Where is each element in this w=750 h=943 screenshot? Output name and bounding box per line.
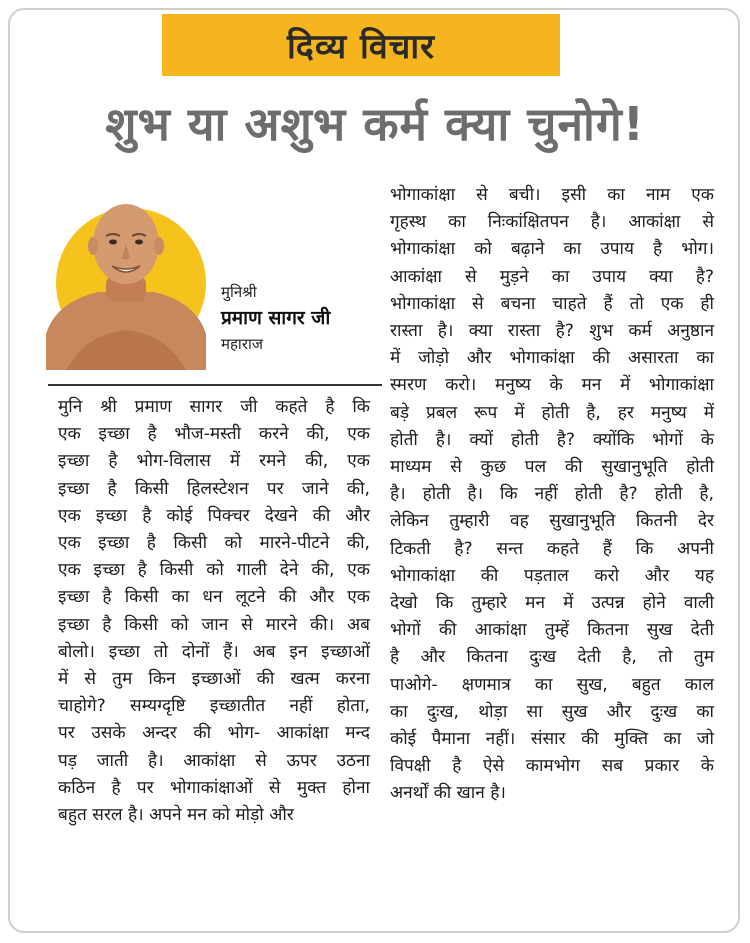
- body-line: भोगाकांक्षा से बचना चाहते हैं तो एक ही: [390, 293, 714, 314]
- body-line: है और कितना दुःख देती है, तो तुम: [390, 647, 714, 668]
- body-line: एक इच्छा है भौज-मस्ती करने की, एक: [58, 424, 370, 445]
- body-line: मुनि श्री प्रमाण सागर जी कहते है कि: [58, 397, 370, 417]
- body-line: टिकती है? सन्त कहते हैं कि अपनी: [390, 538, 714, 559]
- body-line: स्मरण करो। मनुष्य के मन में भोगाकांक्षा: [390, 375, 714, 396]
- body-line: माध्यम से कुछ पल की सुखानुभूति होती: [390, 457, 714, 478]
- column-label: दिव्य विचार: [286, 27, 436, 67]
- body-line: एक इच्छा है किसी को गाली देने की, एक: [58, 560, 370, 581]
- column-label-banner: [162, 14, 560, 76]
- body-line: भोगाकांक्षा से बची। इसी का नाम एक: [390, 185, 714, 205]
- author-suffix: महाराज: [221, 335, 263, 353]
- body-column-right: [390, 182, 714, 808]
- body-line: एक इच्छा है किसी को मारने-पीटने की,: [58, 533, 370, 554]
- author-name: प्रमाण सागर जी: [221, 307, 331, 329]
- body-column-left: [58, 394, 370, 829]
- body-line: है। होती है। कि नहीं होती है? होती है,: [390, 484, 714, 505]
- body-line: भोगाकांक्षा को बढ़ाने का उपाय है भोग।: [390, 239, 714, 260]
- body-line: इच्छा है भोग-विलास में रमने की, एक: [58, 451, 370, 472]
- body-line: अनर्थों की खान है।: [390, 783, 506, 804]
- body-line: लेकिन तुम्हारी वह सुखानुभूति कितनी देर: [390, 511, 714, 532]
- body-line: बहुत सरल है। अपने मन को मोड़ो और: [58, 805, 294, 826]
- body-line: में से तुम किन इच्छाओं की खत्म करना: [58, 669, 370, 690]
- body-line: पड़ जाती है। आकांक्षा से ऊपर उठना: [58, 750, 370, 771]
- body-line: होती है। क्यों होती है? क्योंकि भोगों के: [390, 429, 714, 450]
- body-line: में जोड़ो और भोगाकांक्षा की असारता का: [390, 348, 714, 369]
- body-line: चाहोगे? सम्यग्दृष्टि इच्छातीत नहीं होता,: [58, 696, 370, 717]
- body-line: एक इच्छा है कोई पिक्चर देखने की और: [58, 505, 370, 526]
- body-line: रास्ता है। क्या रास्ता है? शुभ कर्म अनुष्ठान: [390, 321, 714, 342]
- body-line: आकांक्षा से मुड़ने का उपाय क्या है?: [390, 266, 714, 287]
- author-block: [46, 184, 386, 384]
- body-line: इच्छा है किसी को जान से मारने की। अब: [58, 614, 370, 635]
- body-line: कठिन है पर भोगाकांक्षाओं से मुक्त होना: [58, 777, 370, 798]
- body-line: गृहस्थ का निःकांक्षितपन है। आकांक्षा से: [390, 212, 714, 233]
- author-byline: [221, 282, 330, 354]
- body-line: का दुःख, थोड़ा सा सुख और दुःख का: [390, 701, 714, 722]
- body-line: भोगाकांक्षा की पड़ताल करो और यह: [390, 565, 714, 586]
- author-photo: [46, 184, 206, 370]
- body-line: देखो कि तुम्हारे मन में उत्पन्न होने वाली: [390, 593, 714, 614]
- body-line: इच्छा है किसी हिलस्टेशन पर जाने की,: [58, 478, 370, 499]
- column-divider: [48, 384, 382, 386]
- body-line: भोगों की आकांक्षा तुम्हें कितना सुख देती: [390, 620, 714, 641]
- body-line: बड़े प्रबल रूप में होती है, हर मनुष्य में: [390, 402, 714, 423]
- body-line: कोई पैमाना नहीं। संसार की मुक्ति का जो: [390, 729, 714, 750]
- body-line: इच्छा है किसी का धन लूटने की और एक: [58, 587, 370, 608]
- headline: शुभ या अशुभ कर्म क्या चुनोगे!: [105, 97, 645, 151]
- body-line: पर उसके अन्दर की भोग- आकांक्षा मन्द: [58, 723, 370, 744]
- body-line: पाओगे- क्षणमात्र का सुख, बहुत काल: [390, 674, 714, 695]
- body-line: विपक्षी है ऐसे कामभोग सब प्रकार के: [390, 756, 714, 777]
- body-line: बोलो। इच्छा तो दोनों हैं। अब इन इच्छाओं: [58, 641, 370, 662]
- author-prefix: मुनिश्री: [221, 283, 257, 301]
